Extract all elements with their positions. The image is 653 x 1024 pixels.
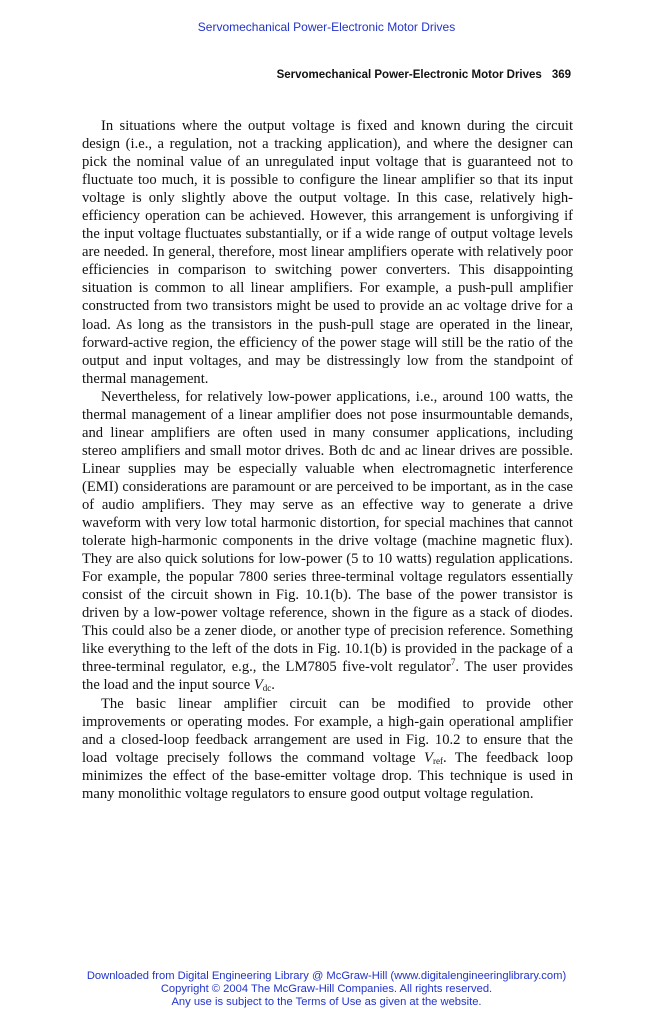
paragraph-2-end: . (271, 677, 275, 694)
top-banner-title: Servomechanical Power-Electronic Motor Drives (197, 20, 456, 34)
footer-terms[interactable]: Any use is subject to the Terms of Use as given at the website. (171, 996, 482, 1008)
footer-copyright: Copyright © 2004 The McGraw-Hill Companies. All rights reserved. (160, 983, 493, 995)
page-number: 369 (551, 69, 571, 81)
variable-v-ref-subscript: ref (432, 755, 443, 766)
paragraph-3-continuation: . The feedback loop minimizes the effect of the base-emitter voltage drop. This technique is used in many monolithic voltage regulators to ensure good output voltage regulation. (82, 749, 573, 802)
footer (0, 970, 653, 1009)
variable-v-ref: V (424, 749, 433, 766)
footnote-marker: 7 (450, 657, 456, 668)
running-header (277, 69, 571, 81)
paragraph-3 (82, 695, 573, 803)
paragraph-1: In situations where the output voltage is fixed and known during the circuit design (i.e., a regulation, not a tracking application), and where the designer can pick the nominal value of an unregulated input voltage that is guaranteed not to fluctuate too much, it is possible to configure the linear amplifier so that its input voltage is only slightly above the output voltage. In this case, relatively high-efficiency operation can be achieved. However, this arrangement is unforgiving if the input voltage fluctuates substantially, or if a wide range of output voltage levels are needed. In general, therefore, most linear amplifiers operate with relatively poor efficiencies in comparison to switching power converters. This disappointing situation is common to all linear amplifiers. For example, a push-pull amplifier constructed from two transistors might be used to provide an ac voltage drive for a load. As long as the transistors in the push-pull stage are operated in the linear, forward-active region, the efficiency of the power stage will still be the ratio of the output and input voltages, and may be distressingly low from the standpoint of thermal management. (82, 118, 573, 387)
paragraph-2-text: Nevertheless, for relatively low-power applications, i.e., around 100 watts, the thermal management of a linear amplifier does not pose insurmountable demands, and linear amplifiers are often used in many consumer applications, including stereo amplifiers and small motor drives. Both dc and ac linear drives are possible. Linear supplies may be especially valuable when electromagnetic interference (EMI) considerations are paramount or are perceived to be important, as in the case of audio amplifiers. They may serve as an effective way to generate a drive waveform with very low total harmonic distortion, for special machines that cannot tolerate high-harmonic components in the drive voltage (machine magnetic flux). They are also quick solutions for low-power (5 to 10 watts) regulation applications. For example, the popular 7800 series three-terminal voltage regulators essentially consist of the circuit shown in Fig. 10.1(b). The base of the power transistor is driven by a low-power voltage reference, shown in the figure as a stack of diodes. This could also be a zener diode, or another type of precision reference. Something like everything to the left of the dots in Fig. 10.1(b) is provided in the package of a three-terminal regulator, e.g., the LM7805 five-volt regulator (82, 388, 573, 676)
running-header-title: Servomechanical Power-Electronic Motor Drives (276, 69, 542, 81)
variable-v-dc: V (253, 677, 263, 694)
paragraph-2-continuation: . The user provides the load and the input source (82, 659, 574, 694)
paragraph-3-text: The basic linear amplifier circuit can be modified to provide other improvements or operating modes. For example, a high-gain operational amplifier and a closed-loop feedback arrangement are used in Fig. 10.2 to ensure that the load voltage precisely follows the command voltage (82, 695, 573, 766)
variable-v-dc-subscript: dc (262, 683, 272, 694)
body-text (82, 117, 573, 803)
paragraph-2 (82, 388, 573, 695)
footer-download-link[interactable]: Downloaded from Digital Engineering Library @ McGraw-Hill (www.digitalengineeringlibrary.com) (86, 970, 567, 982)
